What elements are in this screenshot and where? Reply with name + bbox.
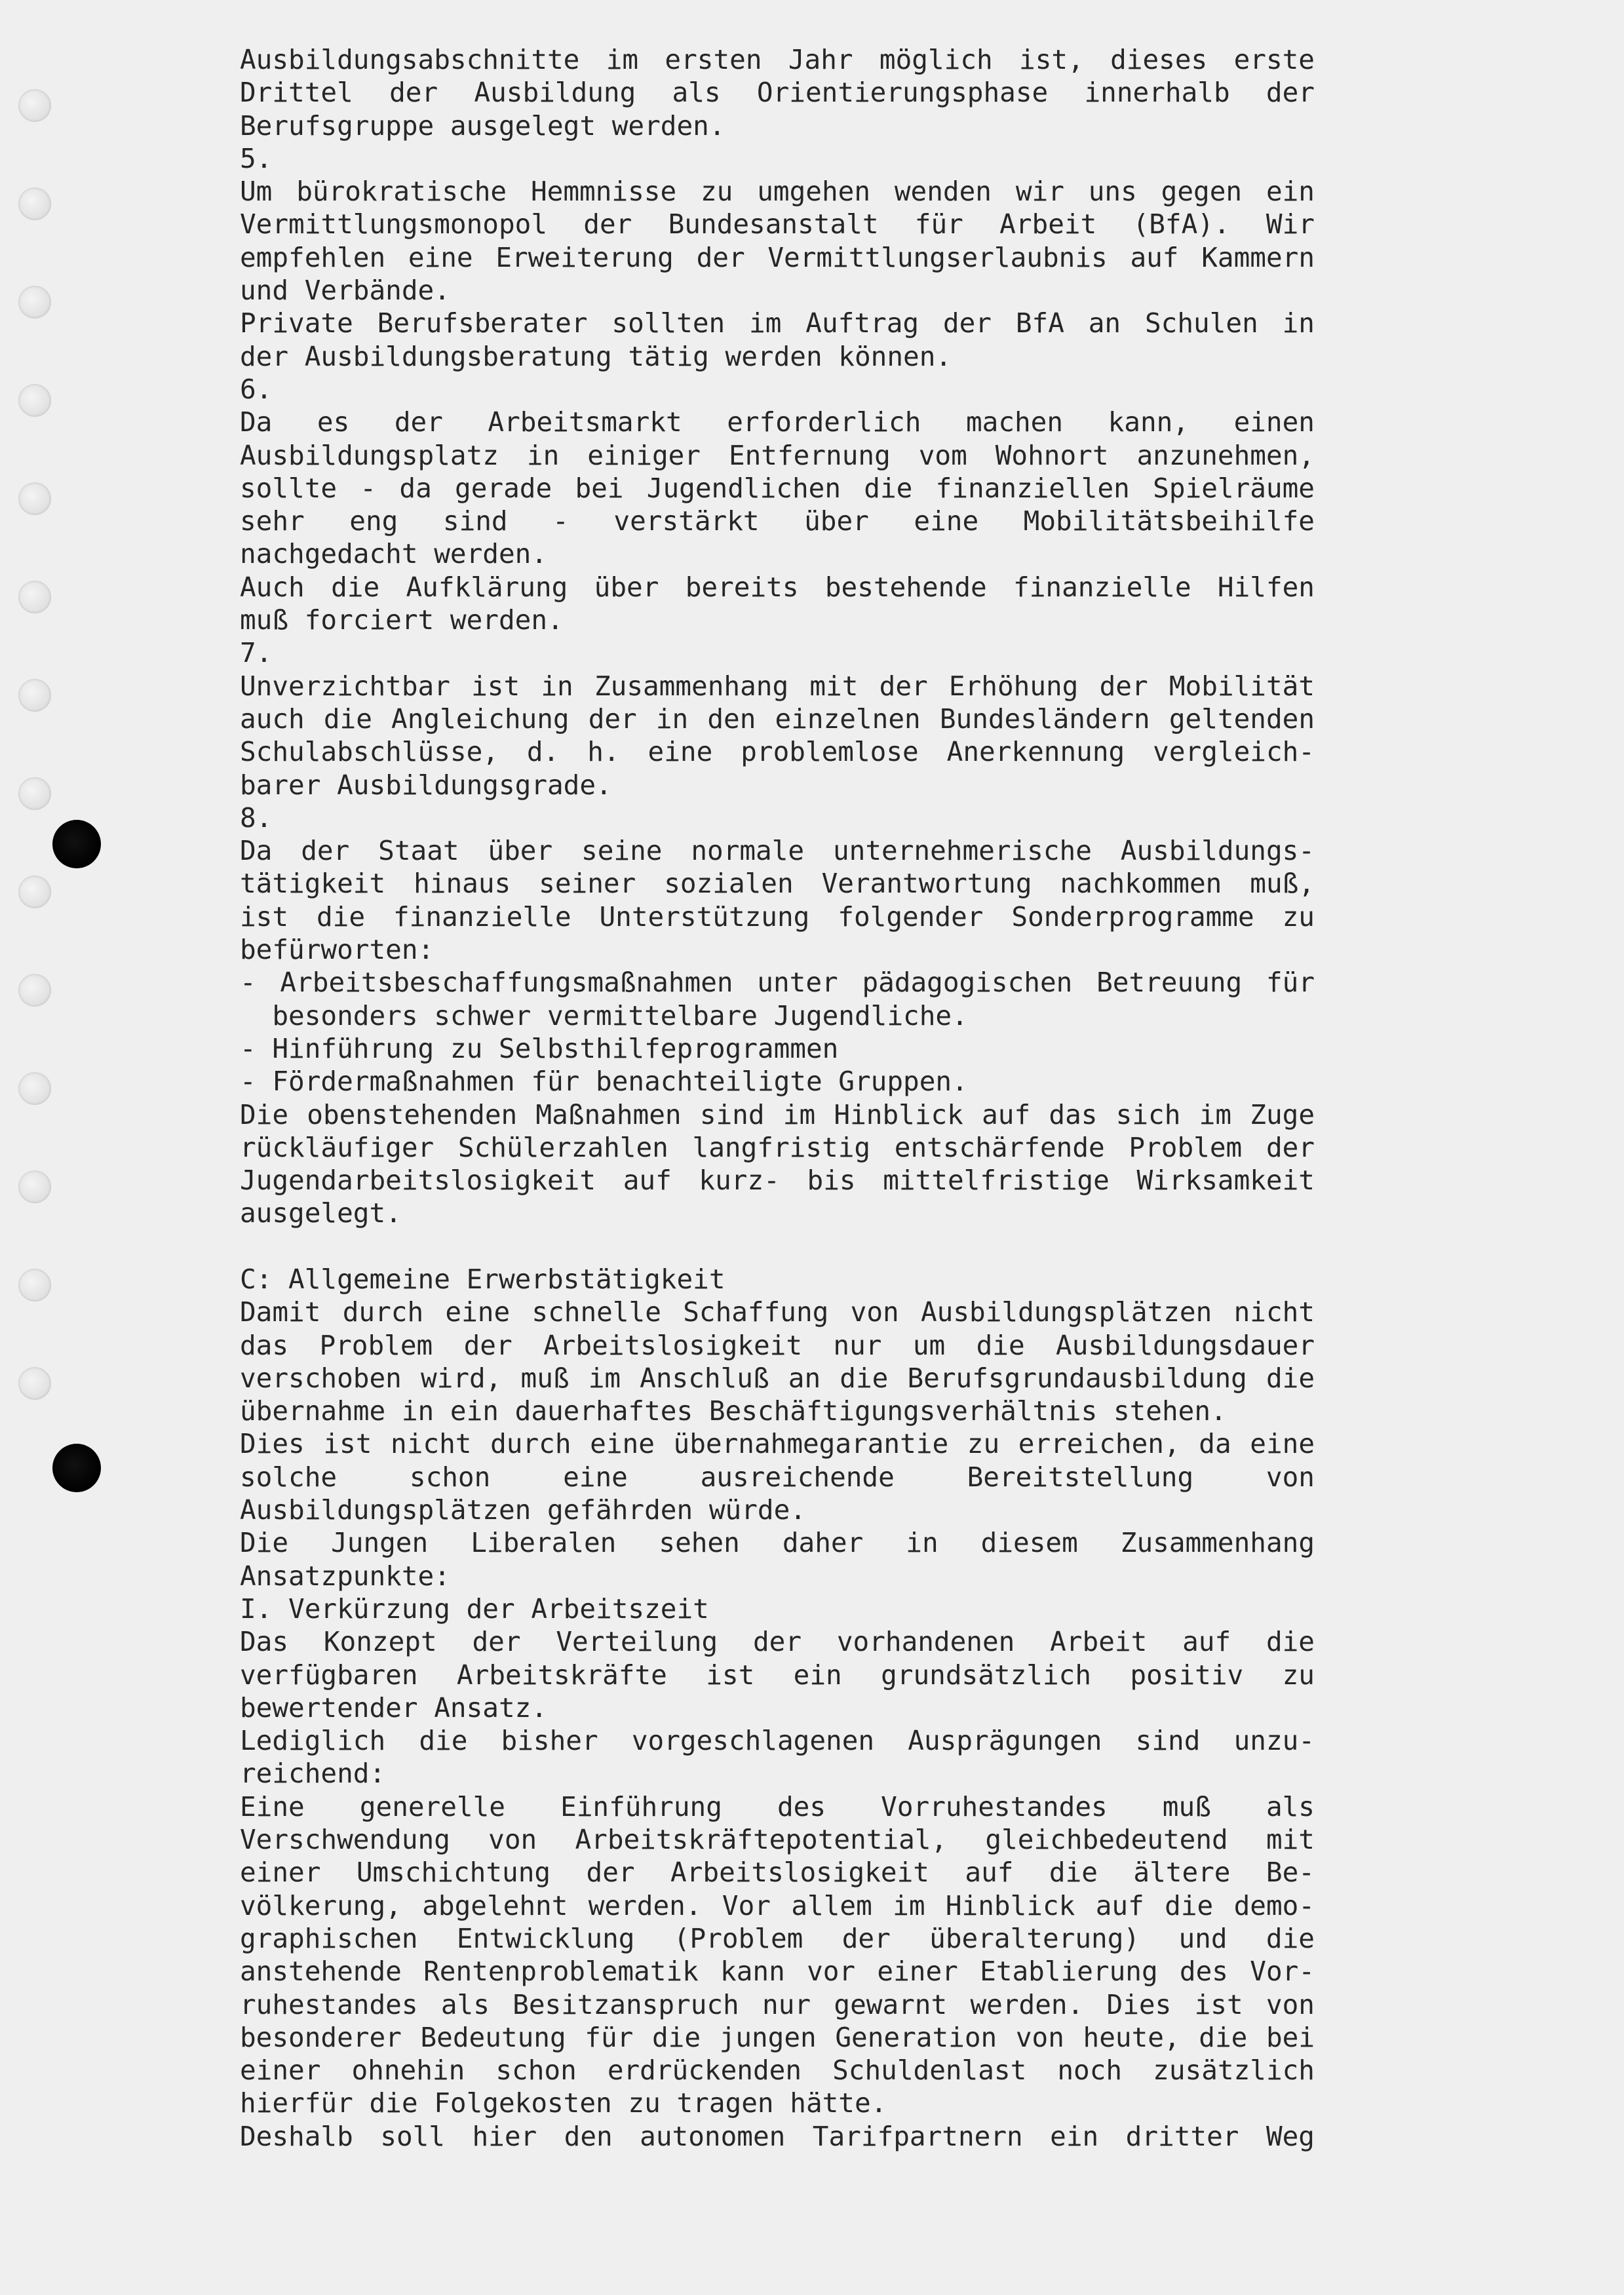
punch-hole-mark	[18, 286, 51, 318]
text-line: reichend:	[240, 1758, 386, 1790]
text-line: Da es der Arbeitsmarkt erforderlich machen kann, einen	[240, 406, 1315, 438]
text-line: nachgedacht werden.	[240, 538, 547, 570]
punch-hole-mark	[18, 1269, 51, 1302]
text-line: verschoben wird, muß im Anschluß an die Berufsgrundausbildung die	[240, 1362, 1315, 1394]
punch-hole-mark	[18, 581, 51, 613]
punch-hole-mark	[18, 187, 51, 220]
punch-hole	[52, 1444, 101, 1492]
text-line: 7.	[240, 637, 273, 669]
punch-hole-mark	[18, 974, 51, 1007]
text-line: hierfür die Folgekosten zu tragen hätte.	[240, 2087, 887, 2119]
text-line: tätigkeit hinaus seiner sozialen Verantwortung nachkommen muß,	[240, 868, 1315, 900]
text-line: Ausbildungsplätzen gefährden würde.	[240, 1494, 806, 1526]
text-line: sollte - da gerade bei Jugendlichen die finanziellen Spielräume	[240, 472, 1315, 504]
text-line: muß forciert werden.	[240, 604, 564, 636]
text-line: Damit durch eine schnelle Schaffung von Ausbildungsplätzen nicht	[240, 1296, 1315, 1328]
text-line: Da der Staat über seine normale unternehmerische Ausbildungs-	[240, 835, 1315, 867]
text-line: Schulabschlüsse, d. h. eine problemlose Anerkennung vergleich-	[240, 736, 1315, 768]
text-line: Um bürokratische Hemmnisse zu umgehen wenden wir uns gegen ein	[240, 176, 1315, 208]
text-line: anstehende Rentenproblematik kann vor einer Etablierung des Vor-	[240, 1956, 1315, 1988]
text-line: auch die Angleichung der in den einzelnen Bundesländern geltenden	[240, 703, 1315, 735]
text-line: graphischen Entwicklung (Problem der überalterung) und die	[240, 1922, 1315, 1954]
text-line: befürworten:	[240, 934, 435, 966]
text-line: Ansatzpunkte:	[240, 1560, 450, 1592]
text-line: besonderer Bedeutung für die jungen Generation von heute, die bei	[240, 2021, 1315, 2053]
text-line: besonders schwer vermittelbare Jugendliche.	[240, 999, 968, 1032]
text-line: einer ohnehin schon erdrückenden Schuldenlast noch zusätzlich	[240, 2054, 1315, 2087]
text-line: Deshalb soll hier den autonomen Tarifpartnern ein dritter Weg	[240, 2120, 1315, 2152]
punch-hole-mark	[18, 679, 51, 712]
text-line: - Arbeitsbeschaffungsmaßnahmen unter pädagogischen Betreuung für	[240, 967, 1315, 999]
text-line: Lediglich die bisher vorgeschlagenen Ausprägungen sind unzu-	[240, 1725, 1315, 1757]
text-line: empfehlen eine Erweiterung der Vermittlungserlaubnis auf Kammern	[240, 241, 1315, 273]
text-line: ausgelegt.	[240, 1197, 402, 1229]
punch-hole-mark	[18, 384, 51, 417]
punch-hole-mark	[18, 1072, 51, 1105]
text-line: ist die finanzielle Unterstützung folgender Sonderprogramme zu	[240, 900, 1315, 933]
text-line: solche schon eine ausreichende Bereitstellung von	[240, 1461, 1315, 1493]
text-line: - Hinführung zu Selbsthilfeprogrammen	[240, 1032, 839, 1064]
text-line: Eine generelle Einführung des Vorruhestandes muß als	[240, 1790, 1315, 1823]
text-line: 8.	[240, 801, 273, 834]
document-body	[240, 43, 1315, 2153]
punch-hole-mark	[18, 777, 51, 810]
text-line: Auch die Aufklärung über bereits bestehende finanzielle Hilfen	[240, 571, 1315, 603]
text-line: 5.	[240, 142, 273, 174]
blank-line	[240, 1230, 1315, 1263]
text-line: C: Allgemeine Erwerbstätigkeit	[240, 1263, 725, 1295]
text-line: und Verbände.	[240, 275, 450, 307]
punch-hole-mark	[18, 482, 51, 515]
text-line: Berufsgruppe ausgelegt werden.	[240, 109, 725, 142]
punch-hole	[52, 820, 101, 868]
text-line: Die obenstehenden Maßnahmen sind im Hinblick auf das sich im Zuge	[240, 1098, 1315, 1130]
text-line: sehr eng sind - verstärkt über eine Mobilitätsbeihilfe	[240, 505, 1315, 537]
text-line: einer Umschichtung der Arbeitslosigkeit auf die ältere Be-	[240, 1857, 1315, 1889]
text-line: verfügbaren Arbeitskräfte ist ein grundsätzlich positiv zu	[240, 1659, 1315, 1691]
text-line: - Fördermaßnahmen für benachteiligte Gruppen.	[240, 1066, 968, 1098]
text-line: Vermittlungsmonopol der Bundesanstalt für Arbeit (BfA). Wir	[240, 208, 1315, 241]
text-line: rückläufiger Schülerzahlen langfristig entschärfende Problem der	[240, 1131, 1315, 1163]
text-line: ruhestandes als Besitzanspruch nur gewarnt werden. Dies ist von	[240, 1988, 1315, 2020]
text-line: das Problem der Arbeitslosigkeit nur um die Ausbildungsdauer	[240, 1329, 1315, 1361]
text-line: Dies ist nicht durch eine übernahmegarantie zu erreichen, da eine	[240, 1428, 1315, 1460]
text-line: Drittel der Ausbildung als Orientierungsphase innerhalb der	[240, 77, 1315, 109]
text-line: 6.	[240, 373, 273, 405]
text-line: Verschwendung von Arbeitskräftepotential, gleichbedeutend mit	[240, 1824, 1315, 1856]
text-line: Ausbildungsabschnitte im ersten Jahr möglich ist, dieses erste	[240, 44, 1315, 75]
text-line: Unverzichtbar ist in Zusammenhang mit der Erhöhung der Mobilität	[240, 670, 1315, 702]
text-line: Jugendarbeitslosigkeit auf kurz- bis mittelfristige Wirksamkeit	[240, 1165, 1315, 1197]
text-line: bewertender Ansatz.	[240, 1691, 547, 1724]
punch-hole-mark	[18, 89, 51, 122]
text-line: Die Jungen Liberalen sehen daher in diesem Zusammenhang	[240, 1527, 1315, 1559]
punch-hole-mark	[18, 876, 51, 908]
text-line: Das Konzept der Verteilung der vorhandenen Arbeit auf die	[240, 1626, 1315, 1658]
text-line: der Ausbildungsberatung tätig werden können.	[240, 340, 952, 372]
punch-hole-mark	[18, 1170, 51, 1203]
text-line: I. Verkürzung der Arbeitszeit	[240, 1592, 709, 1625]
text-line: übernahme in ein dauerhaftes Beschäftigungsverhältnis stehen.	[240, 1395, 1227, 1427]
punch-hole-mark	[18, 1367, 51, 1400]
text-line: völkerung, abgelehnt werden. Vor allem im Hinblick auf die demo-	[240, 1889, 1315, 1921]
text-line: barer Ausbildungsgrade.	[240, 769, 612, 801]
text-line: Private Berufsberater sollten im Auftrag der BfA an Schulen in	[240, 307, 1315, 339]
text-line: Ausbildungsplatz in einiger Entfernung vom Wohnort anzunehmen,	[240, 439, 1315, 471]
